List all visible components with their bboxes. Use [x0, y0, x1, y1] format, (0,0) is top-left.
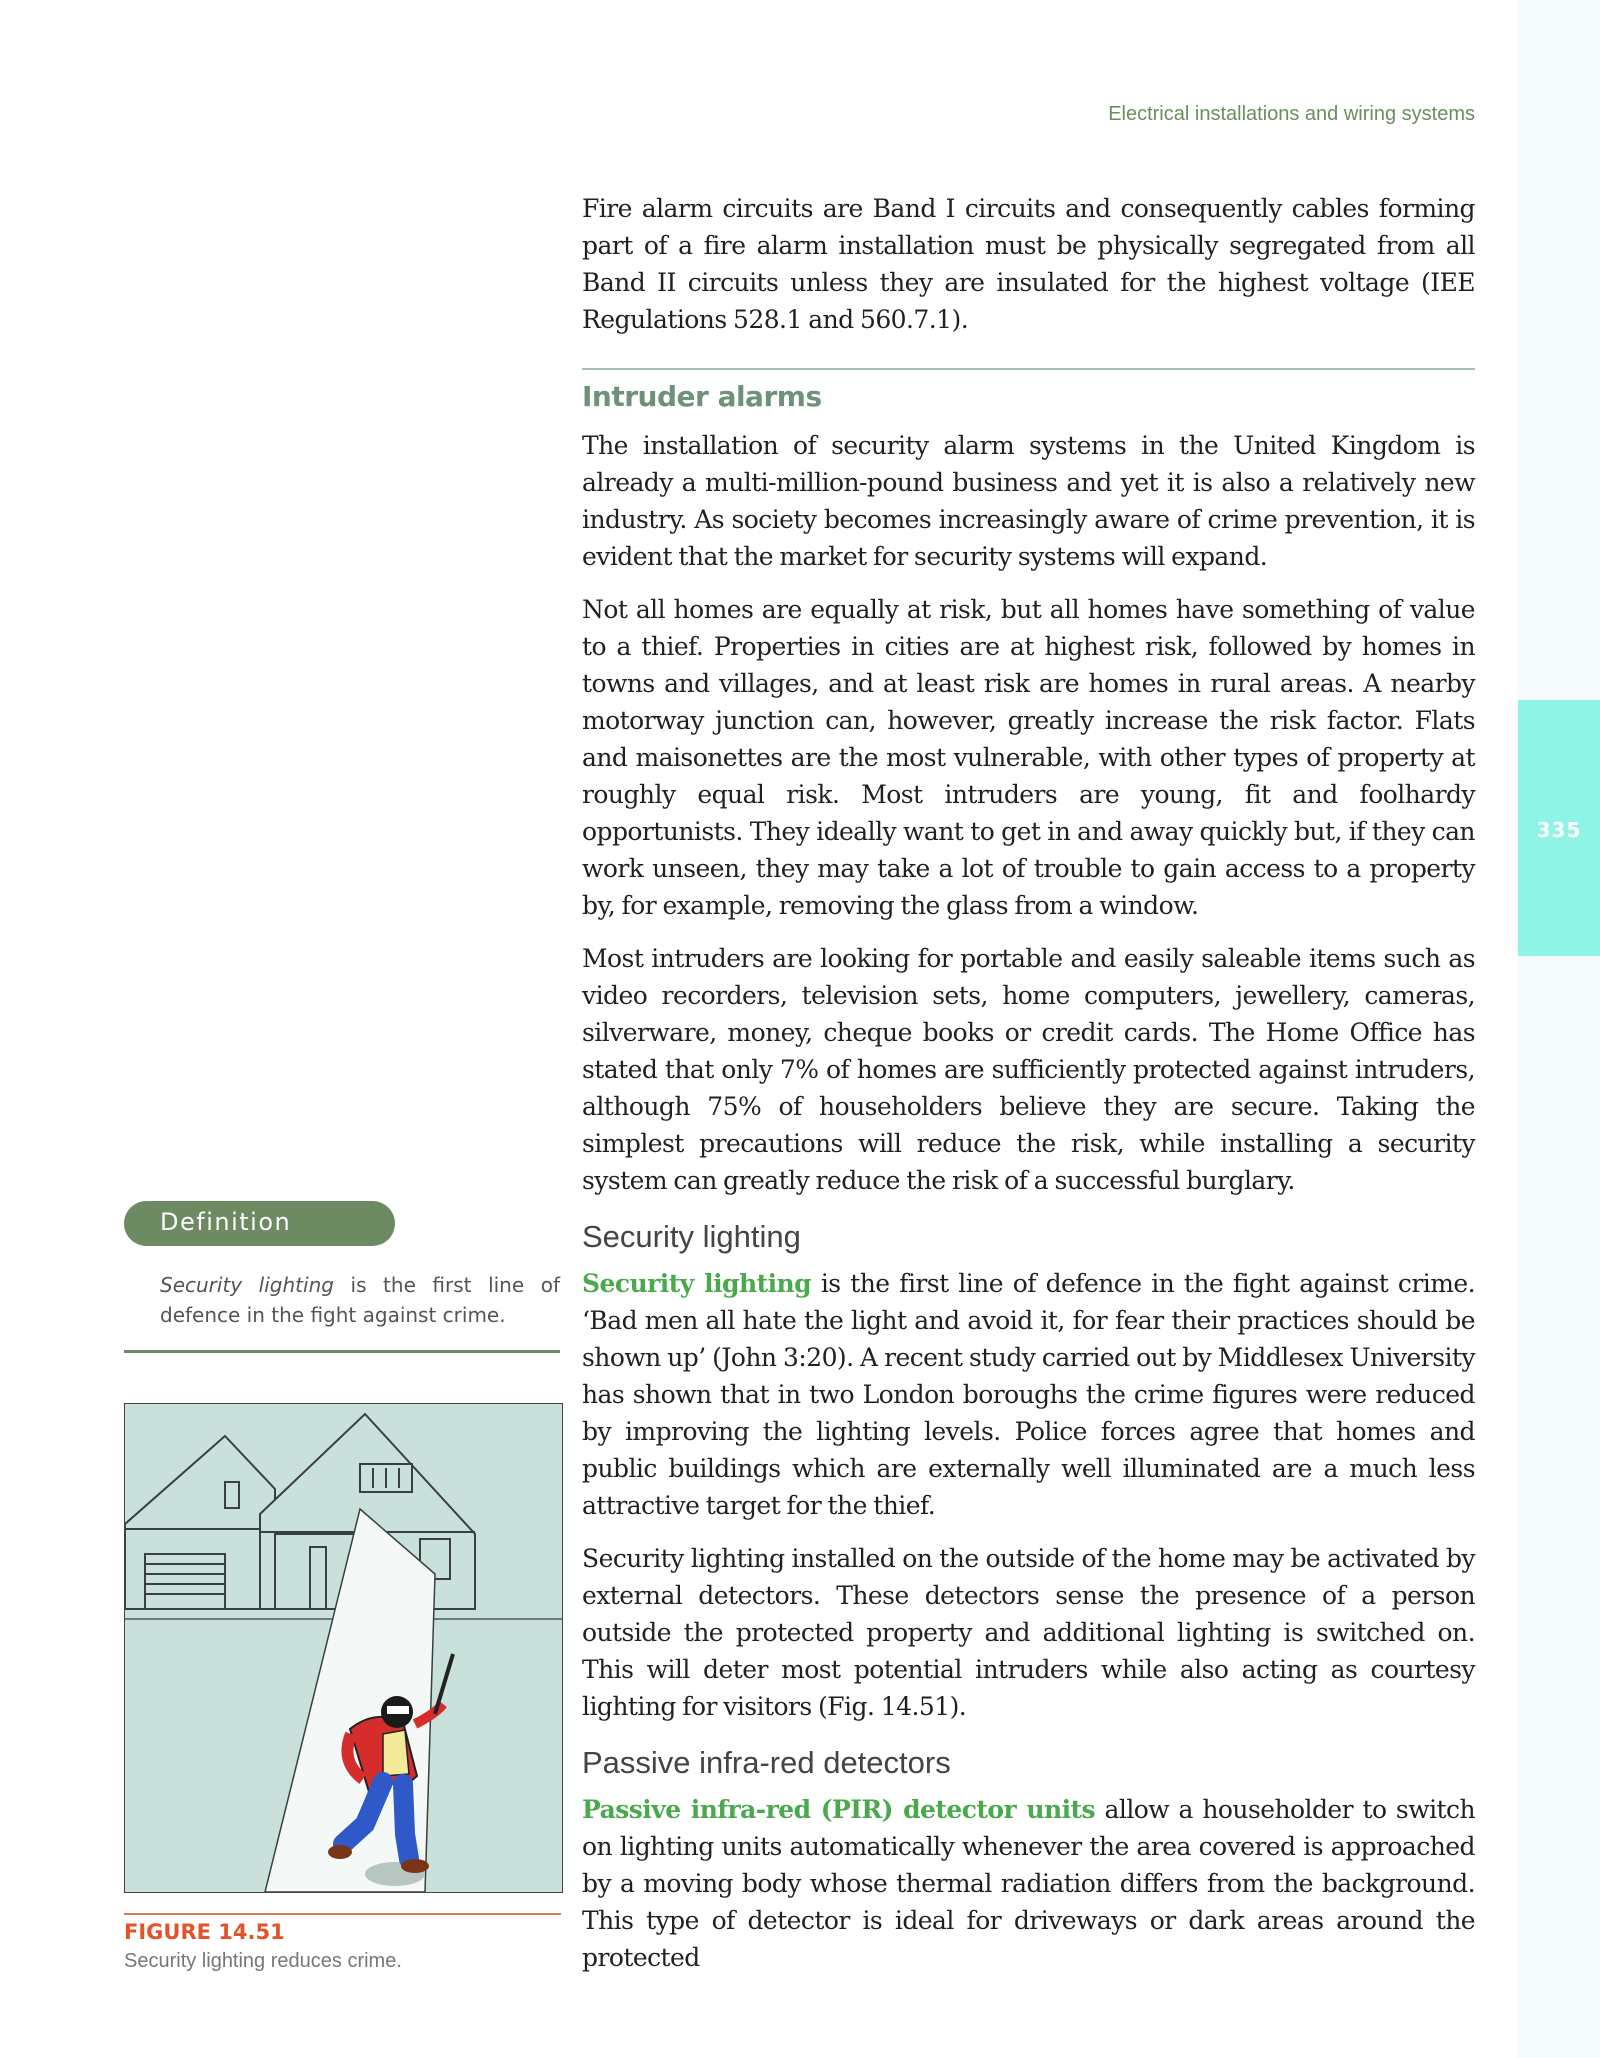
figure-label: FIGURE 14.51	[124, 1920, 285, 1944]
main-column	[582, 190, 1475, 1992]
pir-paragraph-text: allow a householder to switch on lighting units automatically whenever the area covered is approached by a moving body whose thermal radiation differs from the background. This type of detector is ideal for driveways or dark areas around the protected	[582, 1795, 1476, 1972]
running-head: Electrical installations and wiring systems	[1108, 103, 1475, 125]
security-lighting-paragraph-2: Security lighting installed on the outside of the home may be activated by external detectors. These detectors sense the presence of a person outside the protected property and additional lighting is switched on. This will deter most potential intruders while also acting as courtesy lighting for visitors (Fig. 14.51).	[582, 1544, 1475, 1721]
definition-text	[160, 1270, 560, 1330]
definition-title: Definition	[160, 1208, 292, 1236]
pir-paragraph	[582, 1791, 1475, 1976]
security-lighting-paragraph-1-text: is the first line of defence in the fight against crime. ‘Bad men all hate the light and avoid it, for fear their practices should be shown up’ (John 3:20). A recent study carried out by Middlesex University has shown that in two London boroughs the crime figures were reduced by improving the lighting levels. Police forces agree that homes and public buildings which are externally well illuminated are a much less attractive target for the thief.	[582, 1269, 1475, 1520]
section-divider	[582, 368, 1475, 370]
figure-illustration	[124, 1403, 563, 1893]
keyword-security-lighting: Security lighting	[582, 1269, 812, 1298]
pir-heading: Passive infra-red detectors	[582, 1745, 951, 1780]
security-lighting-illustration	[125, 1404, 562, 1892]
page-number: 335	[1536, 818, 1582, 842]
intro-paragraph: Fire alarm circuits are Band I circuits and consequently cables forming part of a fire alarm installation must be physically segregated from all Band II circuits unless they are insulated for the highest voltage (IEE Regulations 528.1 and 560.7.1).	[582, 194, 1475, 334]
security-lighting-paragraph-1	[582, 1265, 1475, 1524]
section-heading: Intruder alarms	[582, 380, 822, 413]
figure-rule	[124, 1913, 561, 1915]
definition-body: is the first line of defence in the fight against crime.	[160, 1273, 560, 1327]
intruder-paragraph-1: The installation of security alarm systems in the United Kingdom is already a multi-million-pound business and yet it is also a relatively new industry. As society becomes increasingly aware of crime prevention, it is evident that the market for security systems will expand.	[582, 431, 1475, 571]
intruder-paragraph-2: Not all homes are equally at risk, but all homes have something of value to a thief. Properties in cities are at highest risk, followed by homes in towns and villages, and at least risk are homes in rural areas. A nearby motorway junction can, however, greatly increase the risk factor. Flats and maisonettes are the most vulnerable, with other types of property at roughly equal risk. Most intruders are young, fit and foolhardy opportunists. They ideally want to get in and away quickly but, if they can work unseen, they may take a lot of trouble to gain access to a property by, for example, removing the glass from a window.	[582, 595, 1475, 920]
keyword-pir: Passive infra-red (PIR) detector units	[582, 1795, 1096, 1824]
margin-strip	[1518, 0, 1600, 2058]
intruder-paragraph-3: Most intruders are looking for portable and easily saleable items such as video recorders, television sets, home computers, jewellery, cameras, silverware, money, cheque books or credit cards. The Home Office has stated that only 7% of homes are sufficiently protected against intruders, although 75% of householders believe they are secure. Taking the simplest precautions will reduce the risk, while installing a security system can greatly reduce the risk of a successful burglary.	[582, 944, 1475, 1195]
definition-badge	[124, 1201, 395, 1246]
figure-caption: Security lighting reduces crime.	[124, 1950, 402, 1972]
definition-rule	[124, 1350, 560, 1353]
security-lighting-heading: Security lighting	[582, 1219, 801, 1254]
definition-term: Security lighting	[160, 1273, 334, 1297]
